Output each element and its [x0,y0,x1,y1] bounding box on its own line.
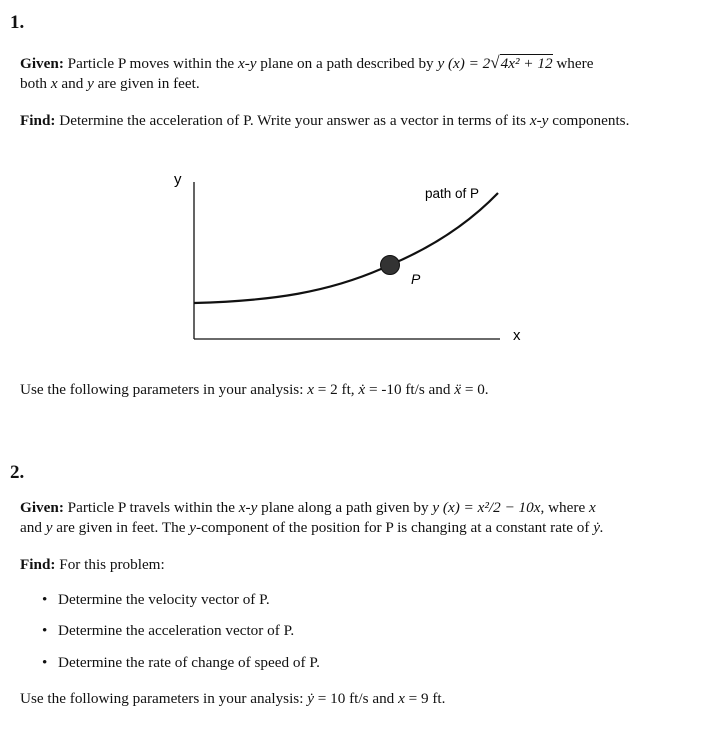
equation: y (x) = x²/2 − 10x [432,499,541,516]
find-text: For this problem: [59,556,165,573]
problem-2-given [20,498,690,538]
particle-label: P [411,271,421,287]
problem-2-find [20,555,690,575]
math-x: x [398,690,405,707]
equation-lhs: y (x) = 2 [437,55,491,72]
math-xdot: ẋ [358,381,366,398]
find-text: Determine the acceleration of P. Write your answer as a vector in terms of its [59,112,527,129]
bullet-item: • Determine the velocity vector of P. [42,591,270,608]
find-label: Find: [20,556,56,573]
given-text: both [20,75,48,92]
math-xy: x-y [529,112,549,129]
x-axis-label: x [513,327,521,344]
params-text: Use the following parameters in your analysis: [20,381,304,398]
math-x: x [50,75,58,92]
y-axis-label: y [174,171,182,188]
math-ydot: ẏ [307,690,314,707]
math-y: y [189,519,197,536]
params-text: Use the following parameters in your analysis: [20,690,304,707]
given-label: Given: [20,499,64,516]
problem-1-given: Given: Particle P moves within the x-y plane on a path described by y (x) = 2√4x² + 12 where both x and y are given in feet. [20,53,594,92]
param-xdot-value: = -10 ft/s and [368,381,451,398]
bullet-item: • Determine the rate of change of speed of P. [42,654,320,671]
bullet-text: Determine the acceleration vector of P. [58,622,295,639]
given-text: and [20,519,42,536]
bullet-item: • Determine the acceleration vector of P. [42,622,295,639]
given-text: , where [540,499,586,516]
bullet-text: Determine the rate of change of speed of P. [58,654,320,671]
given-text: are given in feet. The [56,519,186,536]
path-figure [0,160,728,360]
math-xddot: ẍ [454,381,462,398]
problem-1-parameters [20,380,690,400]
param-ydot-value: = 10 ft/s and [317,690,395,707]
find-text: components. [552,112,630,129]
equation-radicand: 4x² + 12 [500,55,553,72]
given-label: Given: [20,55,64,72]
given-text: where [556,55,594,72]
path-label: path of P [425,186,480,201]
find-label: Find: [20,112,56,129]
math-x: x [307,381,314,398]
problem-1-find [20,111,690,131]
math-x: x [588,499,596,516]
param-x-value: = 9 ft. [408,690,446,707]
bullet-text: Determine the velocity vector of P. [58,591,270,608]
given-text: plane along a path given by [261,499,429,516]
math-ydot: ẏ. [593,519,604,536]
math-y: y [87,75,94,92]
param-xddot-value: = 0. [464,381,489,398]
given-text: plane on a path described by [260,55,434,72]
given-text: Particle P travels within the [67,499,235,516]
given-text: -component of the position for P is changing at a constant rate of [196,519,590,536]
path-curve [194,193,498,303]
given-text: are given in feet. [97,75,200,92]
given-text: and [61,75,84,92]
problem-2-parameters [20,689,690,709]
math-xy: x-y [237,55,257,72]
param-x-value: = 2 ft, [317,381,355,398]
particle-marker [381,256,400,275]
problem-1-number: 1. [10,12,25,33]
problem-2-number: 2. [10,462,25,483]
math-y: y [45,519,53,536]
given-text: Particle P moves within the [67,55,235,72]
math-xy: x-y [238,499,258,516]
